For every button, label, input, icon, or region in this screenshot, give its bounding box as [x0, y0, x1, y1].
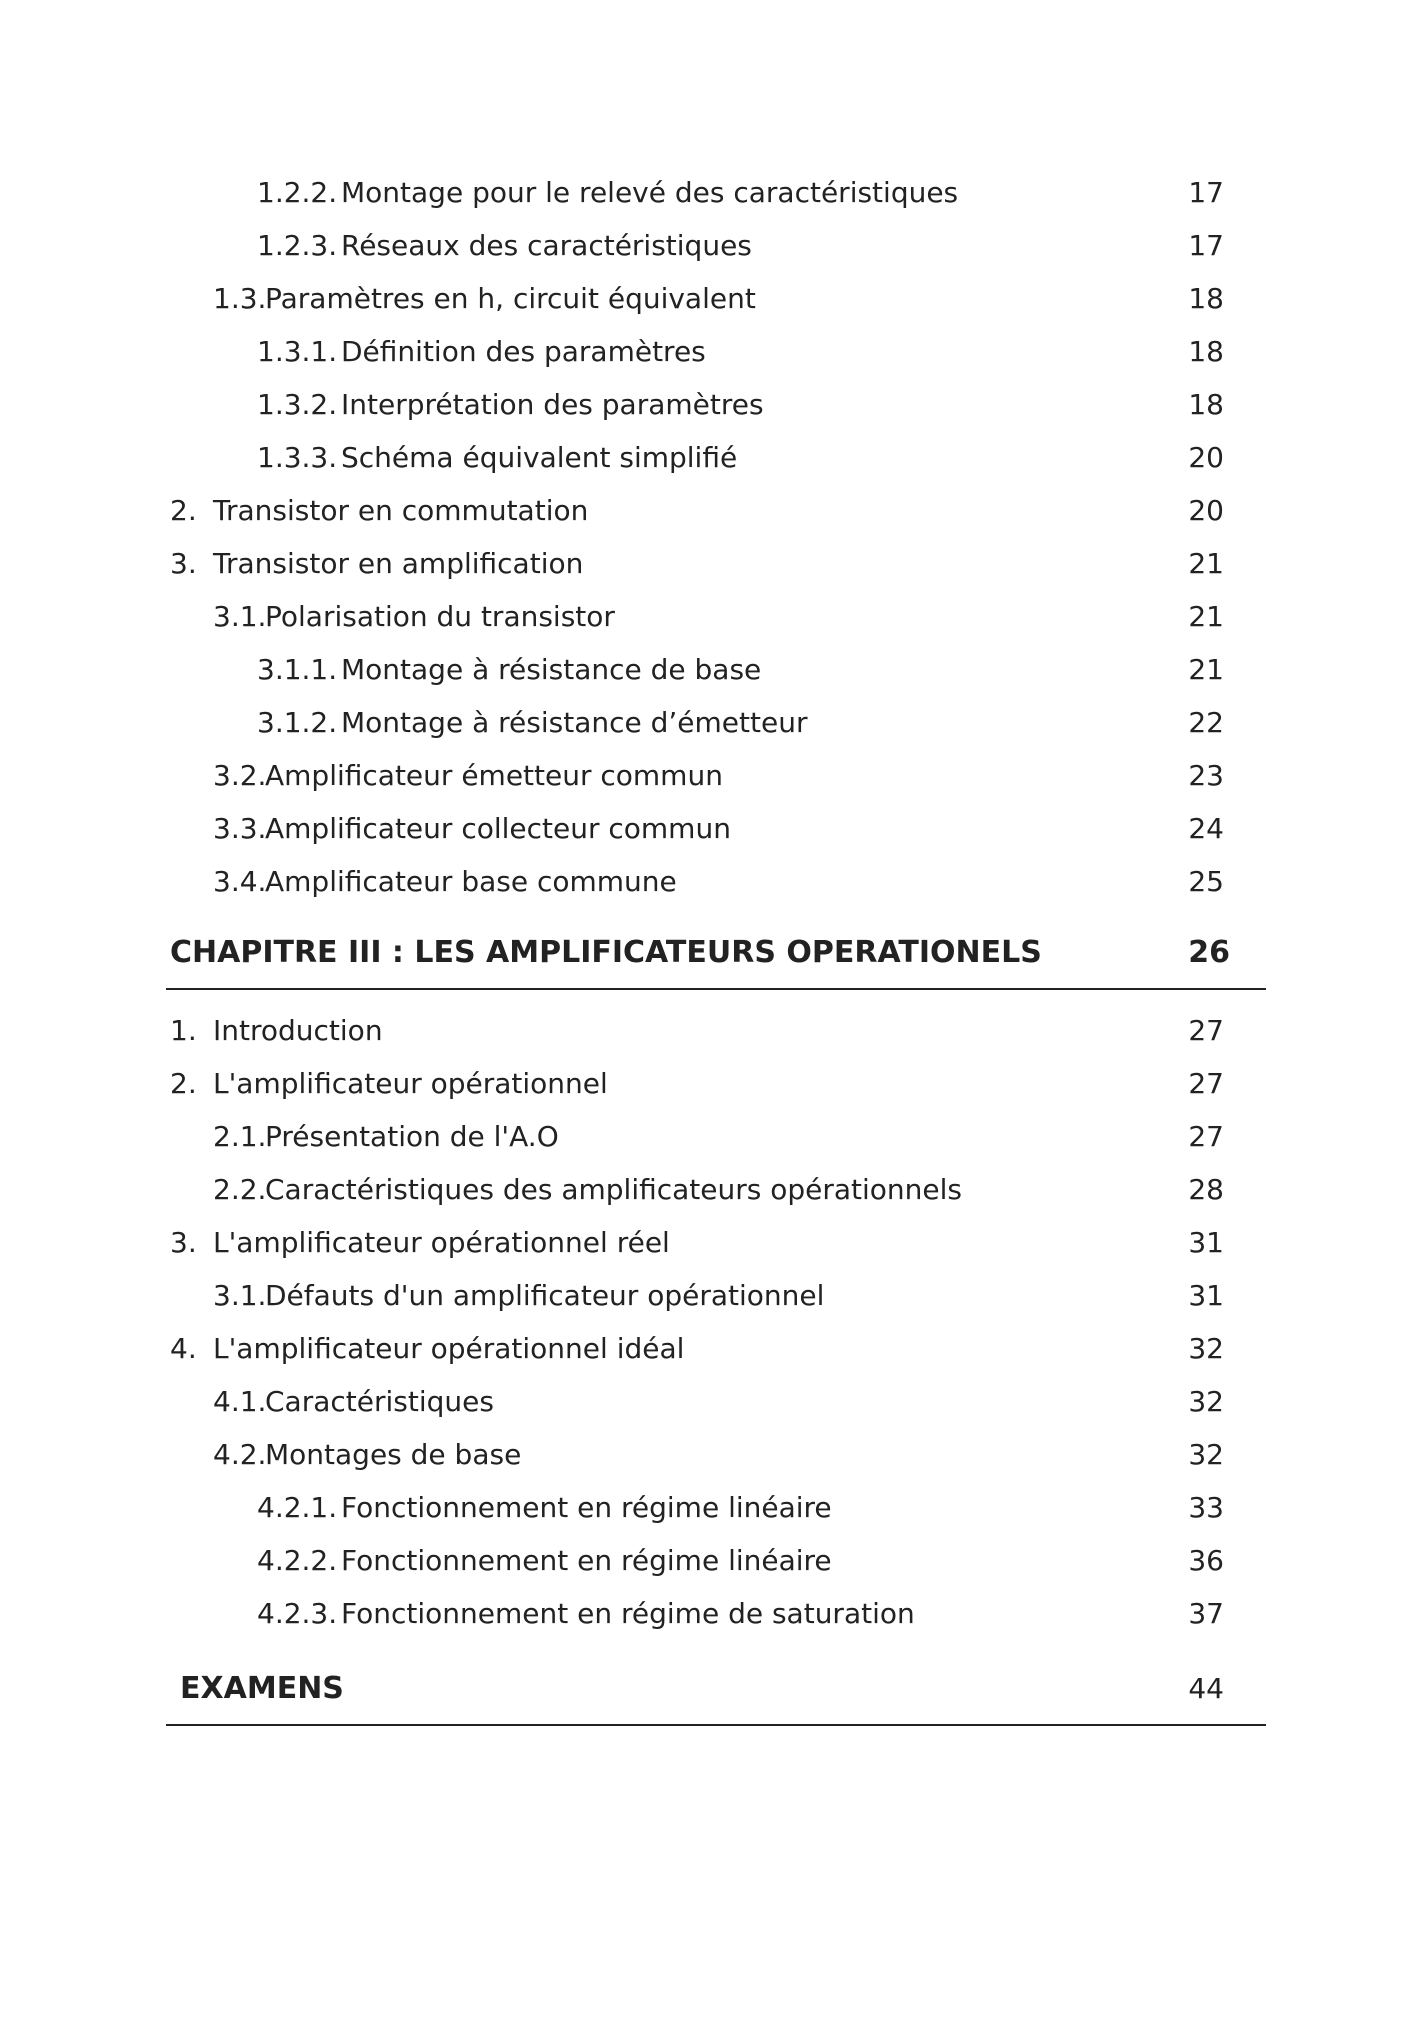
- toc-entry-number: 3.1.1.: [257, 653, 338, 686]
- toc-entry-title: Montage à résistance de base: [341, 653, 762, 686]
- toc-entry[interactable]: [166, 1428, 1266, 1481]
- exams-page: 44: [1188, 1672, 1224, 1705]
- toc-entry-number: 2.: [170, 1067, 197, 1100]
- toc-entry-page: 17: [1188, 229, 1224, 262]
- chapter-title: CHAPITRE III : LES AMPLIFICATEURS OPERATIONELS: [170, 935, 1042, 970]
- toc-entry[interactable]: [166, 643, 1266, 696]
- toc-entry-number: 1.2.2.: [257, 176, 338, 209]
- toc-entry-number: 3.1.: [213, 600, 267, 633]
- toc-entry-page: 21: [1188, 600, 1224, 633]
- toc-entry-title: L'amplificateur opérationnel: [213, 1067, 608, 1100]
- toc-entry-title: L'amplificateur opérationnel réel: [213, 1226, 670, 1259]
- toc-entry-page: 31: [1188, 1279, 1224, 1312]
- toc-entry-title: Fonctionnement en régime linéaire: [341, 1491, 832, 1524]
- toc-entry-title: L'amplificateur opérationnel idéal: [213, 1332, 685, 1365]
- toc-entry-page: 21: [1188, 547, 1224, 580]
- toc-entry-page: 17: [1188, 176, 1224, 209]
- toc-entry-title: Polarisation du transistor: [265, 600, 615, 633]
- toc-entry-title: Montage à résistance d’émetteur: [341, 706, 808, 739]
- toc-entry-page: 25: [1188, 865, 1224, 898]
- toc-entry-page: 23: [1188, 759, 1224, 792]
- toc-entry-number: 3.1.2.: [257, 706, 338, 739]
- toc-entry-title: Caractéristiques des amplificateurs opérationnels: [265, 1173, 963, 1206]
- toc-entry-title: Défauts d'un amplificateur opérationnel: [265, 1279, 825, 1312]
- toc-entry-title: Transistor en commutation: [213, 494, 589, 527]
- toc-entry[interactable]: [166, 1534, 1266, 1587]
- toc-entry-number: 1.3.2.: [257, 388, 338, 421]
- toc-entry[interactable]: [166, 537, 1266, 590]
- toc-entry-page: 22: [1188, 706, 1224, 739]
- toc-entry-page: 32: [1188, 1385, 1224, 1418]
- toc-entry-number: 3.2.: [213, 759, 267, 792]
- toc-entry-page: 32: [1188, 1438, 1224, 1471]
- toc-entry-title: Amplificateur base commune: [265, 865, 677, 898]
- toc-entry-title: Fonctionnement en régime linéaire: [341, 1544, 832, 1577]
- toc-entry[interactable]: [166, 325, 1266, 378]
- toc-entry-number: 1.3.3.: [257, 441, 338, 474]
- spacer: [166, 990, 1266, 1004]
- toc-entry-number: 1.: [170, 1014, 197, 1047]
- toc-entry-number: 4.2.2.: [257, 1544, 338, 1577]
- exams-heading[interactable]: [166, 1654, 1266, 1726]
- toc-entry-number: 1.3.: [213, 282, 267, 315]
- toc-entry-number: 2.2.: [213, 1173, 267, 1206]
- toc-entry-title: Transistor en amplification: [213, 547, 584, 580]
- toc-entry[interactable]: [166, 1004, 1266, 1057]
- toc-entry-number: 4.2.1.: [257, 1491, 338, 1524]
- toc-entry-page: 24: [1188, 812, 1224, 845]
- toc-entry-number: 3.1.: [213, 1279, 267, 1312]
- toc-entry[interactable]: [166, 484, 1266, 537]
- toc-entry-number: 1.3.1.: [257, 335, 338, 368]
- toc-entry[interactable]: [166, 1163, 1266, 1216]
- toc-entry[interactable]: [166, 166, 1266, 219]
- toc-entry-number: 4.2.3.: [257, 1597, 338, 1630]
- toc-entry[interactable]: [166, 1057, 1266, 1110]
- toc-entry-number: 3.3.: [213, 812, 267, 845]
- toc-entry-number: 4.: [170, 1332, 197, 1365]
- toc-entry[interactable]: [166, 749, 1266, 802]
- toc-entry-page: 27: [1188, 1014, 1224, 1047]
- toc-entry-page: 20: [1188, 494, 1224, 527]
- toc-entry-title: Présentation de l'A.O: [265, 1120, 559, 1153]
- toc-entry[interactable]: [166, 855, 1266, 908]
- toc-entry[interactable]: [166, 1587, 1266, 1640]
- toc-entry[interactable]: [166, 1110, 1266, 1163]
- toc-entry-title: Caractéristiques: [265, 1385, 494, 1418]
- toc-entry[interactable]: [166, 1375, 1266, 1428]
- toc-entry-page: 27: [1188, 1067, 1224, 1100]
- toc-entry[interactable]: [166, 272, 1266, 325]
- toc-entry-page: 21: [1188, 653, 1224, 686]
- toc-entry-number: 3.: [170, 1226, 197, 1259]
- toc-entry[interactable]: [166, 1216, 1266, 1269]
- toc-entry-number: 3.: [170, 547, 197, 580]
- toc-entry-page: 36: [1188, 1544, 1224, 1577]
- toc-entry-page: 37: [1188, 1597, 1224, 1630]
- toc-entry-number: 4.1.: [213, 1385, 267, 1418]
- toc-entry-page: 27: [1188, 1120, 1224, 1153]
- chapter-heading[interactable]: [166, 918, 1266, 990]
- toc-entry[interactable]: [166, 590, 1266, 643]
- toc-entry-title: Amplificateur collecteur commun: [265, 812, 731, 845]
- chapter-page: 26: [1188, 935, 1230, 970]
- toc-entry-title: Paramètres en h, circuit équivalent: [265, 282, 756, 315]
- toc-entry-number: 3.4.: [213, 865, 267, 898]
- toc-entry-number: 2.: [170, 494, 197, 527]
- toc-entry-page: 18: [1188, 282, 1224, 315]
- toc-entry-title: Interprétation des paramètres: [341, 388, 764, 421]
- toc-entry-title: Amplificateur émetteur commun: [265, 759, 723, 792]
- toc-entry-page: 31: [1188, 1226, 1224, 1259]
- exams-title: EXAMENS: [180, 1671, 344, 1706]
- toc-entry-title: Définition des paramètres: [341, 335, 706, 368]
- toc-entry-title: Schéma équivalent simplifié: [341, 441, 738, 474]
- toc-entry[interactable]: [166, 1269, 1266, 1322]
- toc-entry[interactable]: [166, 219, 1266, 272]
- toc-entry-title: Réseaux des caractéristiques: [341, 229, 752, 262]
- toc-entry[interactable]: [166, 696, 1266, 749]
- toc-entry-page: 20: [1188, 441, 1224, 474]
- toc-entry-page: 28: [1188, 1173, 1224, 1206]
- toc-entry[interactable]: [166, 1481, 1266, 1534]
- toc-entry[interactable]: [166, 802, 1266, 855]
- toc-entry-number: 2.1.: [213, 1120, 267, 1153]
- toc-entry-page: 33: [1188, 1491, 1224, 1524]
- toc-entry[interactable]: [166, 378, 1266, 431]
- toc-entry-number: 4.2.: [213, 1438, 267, 1471]
- toc-entry[interactable]: [166, 431, 1266, 484]
- toc-entry-page: 18: [1188, 388, 1224, 421]
- toc-entry-number: 1.2.3.: [257, 229, 338, 262]
- toc-entry-page: 32: [1188, 1332, 1224, 1365]
- toc-entry-title: Montages de base: [265, 1438, 522, 1471]
- table-of-contents: [166, 166, 1266, 1726]
- toc-entry-title: Fonctionnement en régime de saturation: [341, 1597, 915, 1630]
- toc-entry-page: 18: [1188, 335, 1224, 368]
- toc-entry[interactable]: [166, 1322, 1266, 1375]
- toc-entry-title: Introduction: [213, 1014, 383, 1047]
- toc-entry-title: Montage pour le relevé des caractéristiques: [341, 176, 959, 209]
